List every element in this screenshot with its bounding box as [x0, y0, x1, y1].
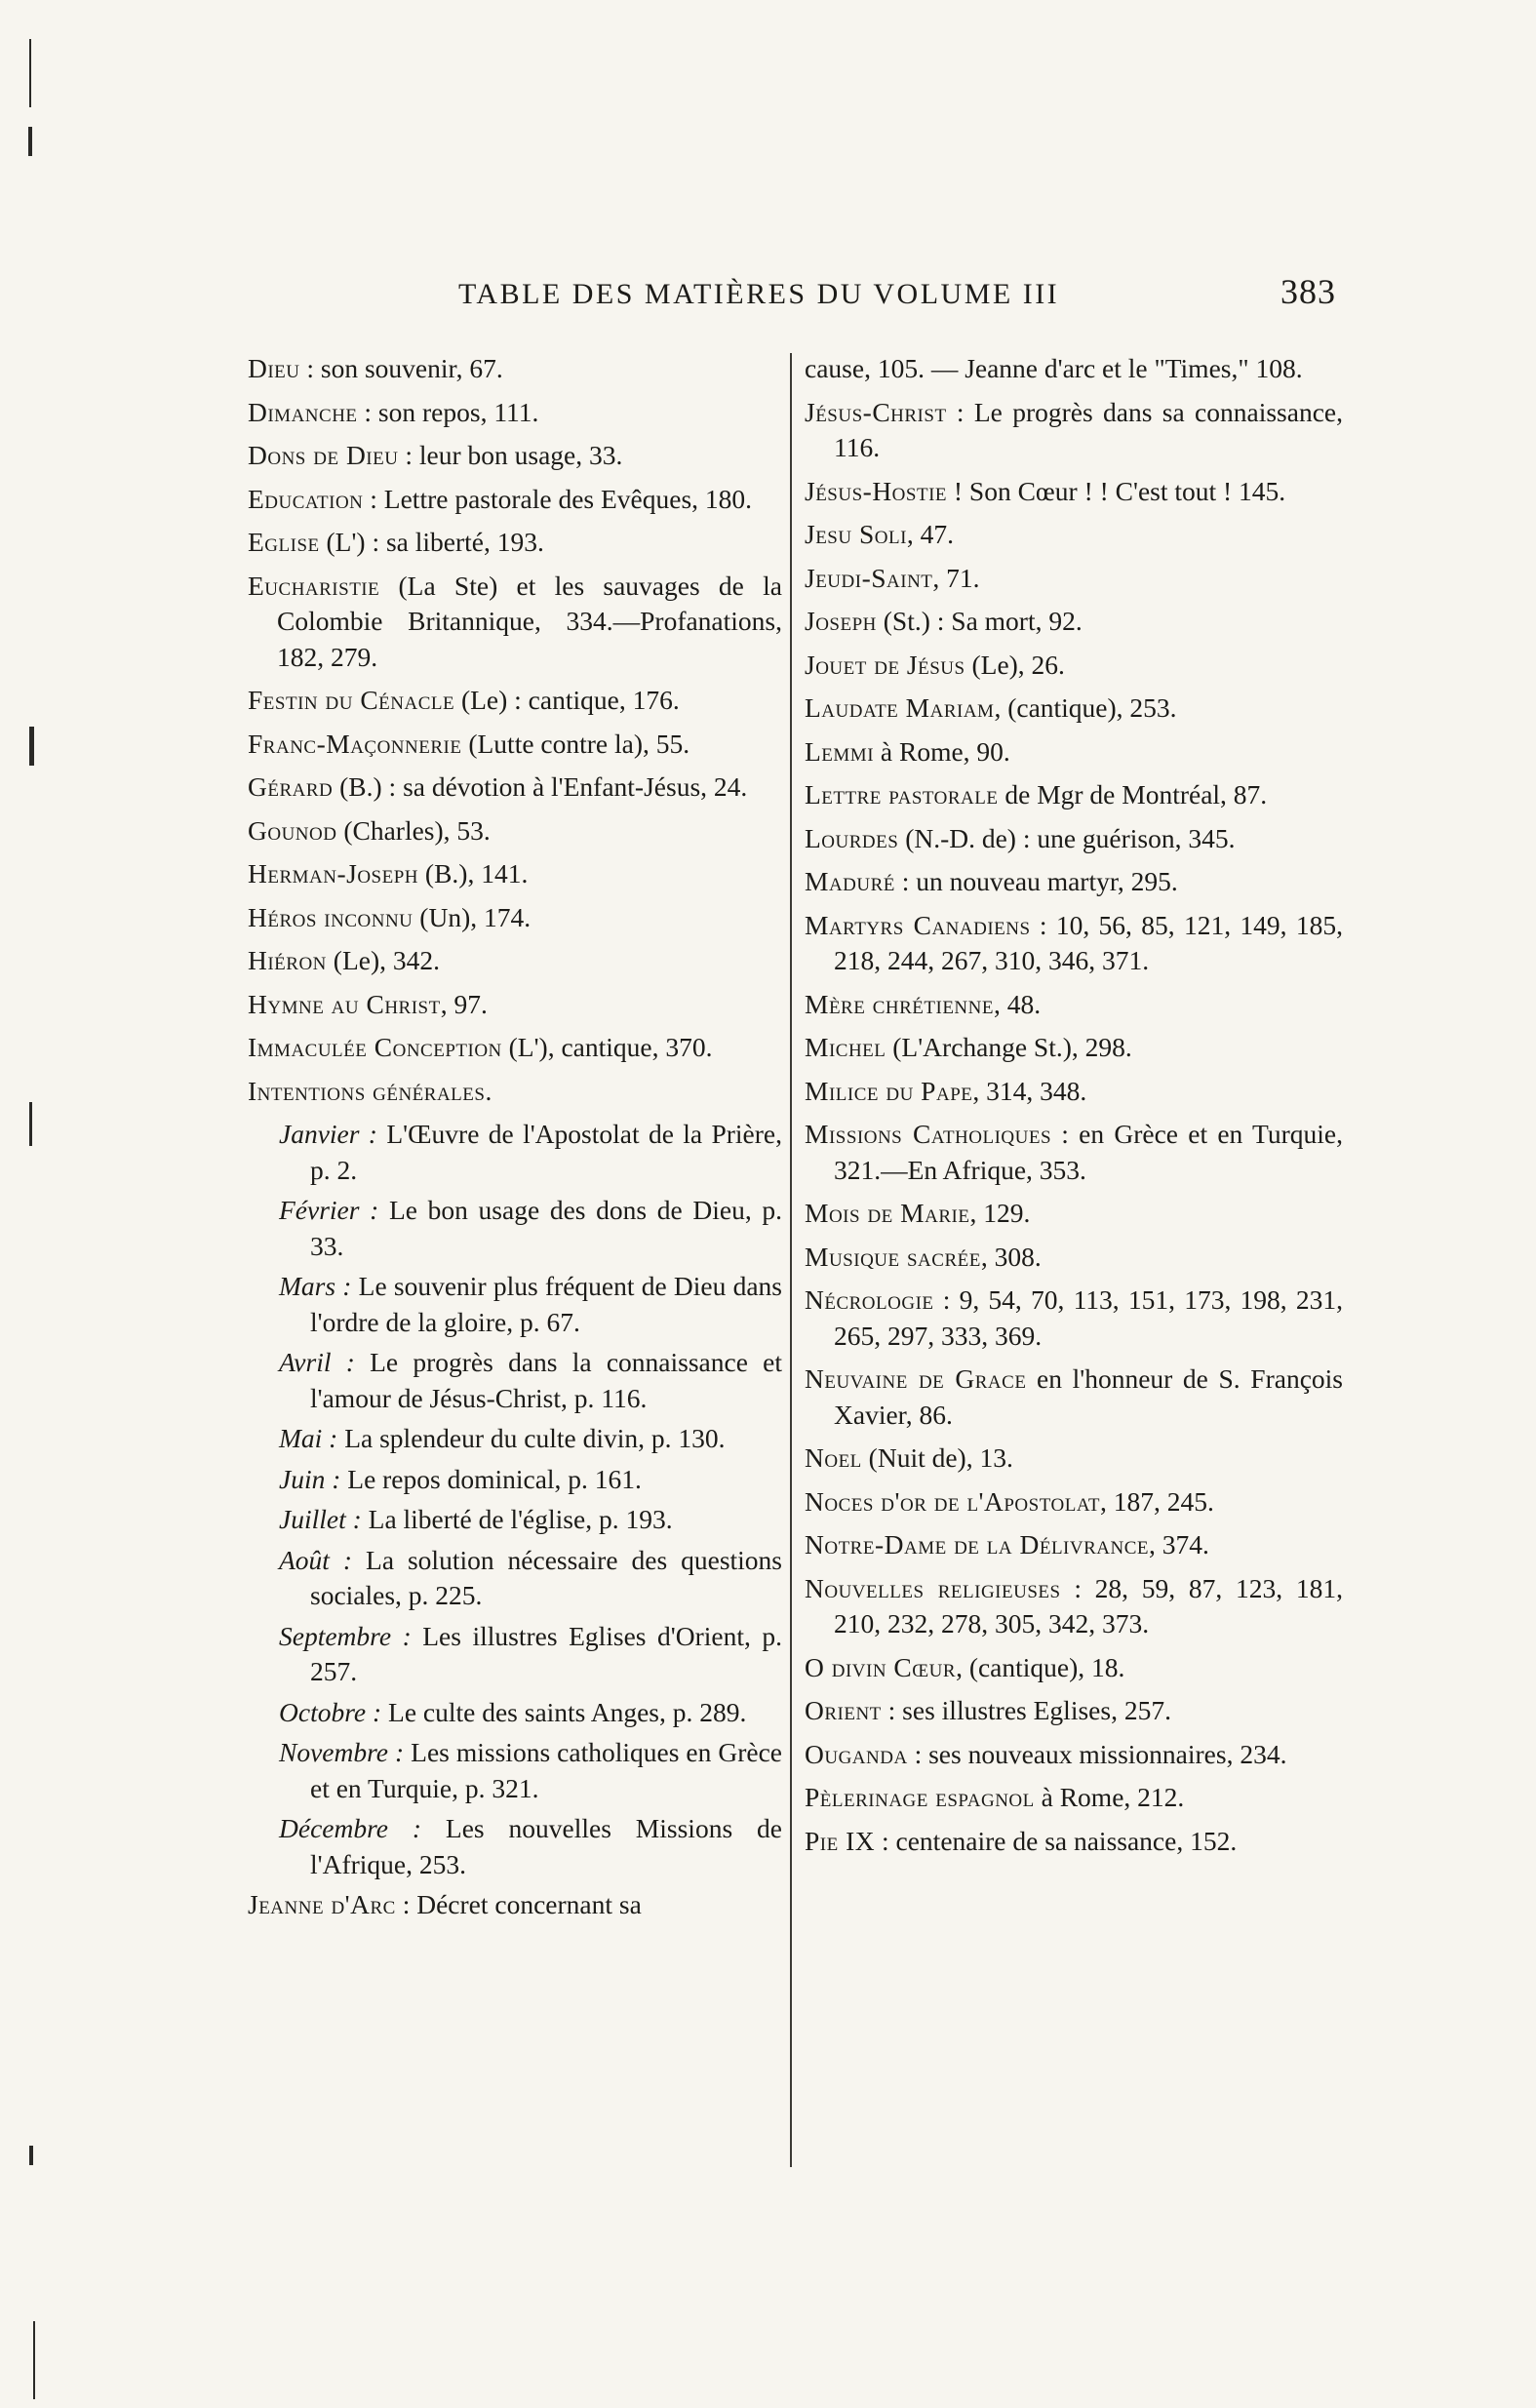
- entry-text: : en Grèce et en Turquie, 321.—En Afrique, 353.: [834, 1119, 1343, 1185]
- entry-text: : centenaire de sa naissance, 152.: [875, 1825, 1238, 1856]
- entry-text: , 97.: [440, 988, 488, 1019]
- entry-text: , 71.: [932, 562, 980, 593]
- index-entry: [805, 777, 1343, 813]
- index-entry: [805, 1571, 1343, 1642]
- index-entry: [805, 1780, 1343, 1816]
- entry-heading: Mère chrétienne: [805, 988, 994, 1019]
- index-entry: [248, 1695, 782, 1731]
- intention-month: Janvier :: [279, 1119, 377, 1149]
- intention-month: Octobre :: [279, 1696, 382, 1727]
- intention-text: La liberté de l'église, p. 193.: [361, 1504, 673, 1534]
- index-entry: [805, 821, 1343, 857]
- index-entry: [805, 1484, 1343, 1520]
- index-entry: [248, 438, 782, 474]
- scan-edge-mark: [29, 39, 31, 107]
- index-entry: [248, 900, 782, 936]
- entry-text: : 9, 54, 70, 113, 151, 173, 198, 231, 265, 297, 333, 369.: [834, 1284, 1343, 1351]
- entry-heading: Joseph: [805, 606, 877, 636]
- intention-text: Les nouvelles Missions de l'Afrique, 253.: [310, 1813, 782, 1879]
- entry-text: (Le), 26.: [965, 649, 1065, 680]
- entry-heading: Herman-Joseph: [248, 858, 419, 888]
- index-entry: [805, 1824, 1343, 1860]
- index-entry: [805, 604, 1343, 640]
- entry-text: (B.), 141.: [418, 858, 529, 888]
- entry-text: (L'), cantique, 370.: [501, 1032, 713, 1062]
- entry-heading: Neuvaine de Grace: [805, 1363, 1027, 1394]
- index-entry: [805, 1074, 1343, 1110]
- entry-text: (Lutte contre la), 55.: [461, 728, 690, 759]
- index-entry: [248, 943, 782, 979]
- entry-heading: Milice du Pape: [805, 1075, 973, 1106]
- entry-heading: Dons de Dieu: [248, 440, 399, 470]
- entry-heading: Lemmi: [805, 735, 875, 767]
- entry-text: , 187, 245.: [1100, 1485, 1214, 1517]
- intention-text: La splendeur du culte divin, p. 130.: [337, 1423, 726, 1453]
- index-entry: [805, 648, 1343, 684]
- entry-text: : ses nouveaux missionnaires, 234.: [907, 1738, 1287, 1769]
- index-entry: [805, 561, 1343, 597]
- intention-text: Le souvenir plus fréquent de Dieu dans l'ordre de la gloire, p. 67.: [310, 1271, 782, 1337]
- entry-heading: Gounod: [248, 814, 337, 846]
- index-entry: [248, 1030, 782, 1066]
- entry-text: , (cantique), 18.: [956, 1651, 1125, 1682]
- entry-heading: Immaculée Conception: [248, 1032, 502, 1062]
- entry-heading: Héros inconnu: [248, 901, 414, 932]
- entry-text: (Le) : cantique, 176.: [454, 685, 680, 715]
- entry-text: : son repos, 111.: [357, 396, 539, 427]
- index-entry: [248, 1887, 782, 1923]
- entry-heading: Franc-Maçonnerie: [248, 728, 462, 759]
- index-entry: [248, 1269, 782, 1340]
- entry-heading: Jésus-Christ: [805, 396, 947, 427]
- index-entry: [248, 1543, 782, 1614]
- scan-edge-mark: [29, 2146, 33, 2165]
- entry-text: (La Ste) et les sauvages de la Colombie Britannique, 334.—Profanations, 182, 279.: [277, 570, 782, 672]
- entry-heading: Nécrologie: [805, 1284, 934, 1315]
- index-column-left: [248, 351, 782, 1931]
- entry-heading: Lettre pastorale: [805, 779, 999, 809]
- index-entry: [805, 1196, 1343, 1232]
- entry-text: (St.) : Sa mort, 92.: [876, 606, 1083, 636]
- index-entry: [248, 1074, 782, 1110]
- index-entry: [805, 987, 1343, 1023]
- index-entry: [248, 1193, 782, 1264]
- entry-heading: Martyrs Canadiens: [805, 909, 1031, 940]
- index-entry: [805, 1650, 1343, 1686]
- entry-text: : un nouveau martyr, 295.: [894, 866, 1178, 896]
- index-entry: [805, 1362, 1343, 1433]
- entry-heading: Maduré: [805, 866, 895, 896]
- entry-heading: Festin du Cénacle: [248, 685, 455, 715]
- entry-text: (Charles), 53.: [336, 814, 491, 846]
- entry-text: (Le), 342.: [326, 945, 440, 975]
- index-entry: [805, 474, 1343, 510]
- intention-text: Les missions catholiques en Grèce et en Turquie, p. 321.: [310, 1737, 782, 1803]
- index-entry: [805, 864, 1343, 900]
- entry-heading: Laudate Mariam: [805, 692, 995, 723]
- entry-text: : 28, 59, 87, 123, 181, 210, 232, 278, 305, 342, 373.: [834, 1572, 1343, 1638]
- index-entry: [805, 1240, 1343, 1276]
- entry-heading: Hiéron: [248, 945, 327, 975]
- entry-heading: Jouet de Jésus: [805, 649, 965, 680]
- entry-text: à Rome, 212.: [1034, 1782, 1185, 1812]
- intention-month: Novembre :: [279, 1737, 405, 1767]
- intention-text: Le progrès dans la connaissance et l'amour de Jésus-Christ, p. 116.: [310, 1347, 782, 1413]
- entry-heading: Mois de Marie: [805, 1198, 970, 1228]
- entry-text: : leur bon usage, 33.: [398, 440, 623, 470]
- column-divider: [790, 353, 792, 2167]
- index-entry: [805, 691, 1343, 727]
- index-entry: [248, 683, 782, 719]
- entry-heading: Ouganda: [805, 1738, 908, 1769]
- scan-edge-mark: [28, 127, 32, 156]
- entry-heading: Orient: [805, 1695, 882, 1725]
- index-entry: [248, 856, 782, 892]
- entry-heading: Musique sacrée: [805, 1241, 981, 1272]
- scan-edge-mark: [29, 727, 34, 766]
- intention-text: L'Œuvre de l'Apostolat de la Prière, p. 2.: [310, 1119, 782, 1185]
- entry-heading: Gérard: [248, 771, 334, 802]
- intention-text: Le culte des saints Anges, p. 289.: [381, 1696, 747, 1727]
- entry-heading: Notre-Dame de la Délivrance: [805, 1529, 1149, 1559]
- index-entry: [248, 727, 782, 763]
- index-entry: [248, 1421, 782, 1457]
- intention-month: Avril :: [279, 1347, 355, 1377]
- intention-month: Juin :: [279, 1463, 341, 1494]
- intention-month: Décembre :: [279, 1813, 422, 1843]
- entry-heading: Michel: [805, 1032, 886, 1062]
- entry-text: , 308.: [980, 1241, 1042, 1272]
- index-entry: [805, 1441, 1343, 1477]
- index-entry: [248, 770, 782, 806]
- index-entry: [248, 482, 782, 518]
- intention-month: Mars :: [279, 1271, 352, 1301]
- entry-heading: Noces d'or de l'Apostolat: [805, 1485, 1101, 1517]
- entry-heading: Jésus-Hostie: [805, 475, 948, 506]
- index-entry: [248, 987, 782, 1023]
- index-entry: [805, 908, 1343, 979]
- entry-heading: Dimanche: [248, 396, 358, 427]
- running-title: TABLE DES MATIÈRES DU VOLUME III: [458, 278, 1060, 310]
- entry-heading: Intentions générales: [248, 1075, 486, 1106]
- entry-text: , (cantique), 253.: [994, 692, 1177, 723]
- entry-heading: Jeanne d'Arc: [248, 1889, 396, 1919]
- entry-text: : Le progrès dans sa connaissance, 116.: [834, 396, 1343, 462]
- index-entry: [805, 1737, 1343, 1773]
- intention-month: Février :: [279, 1195, 379, 1225]
- entry-heading: Jesu Soli: [805, 519, 907, 549]
- entry-text: : Décret concernant sa: [395, 1889, 642, 1919]
- entry-text: , 374.: [1149, 1529, 1209, 1559]
- entry-heading: Pèlerinage espagnol: [805, 1782, 1035, 1812]
- index-entry: [248, 1117, 782, 1188]
- intention-text: Le repos dominical, p. 161.: [340, 1463, 642, 1494]
- scan-edge-mark: [29, 1102, 32, 1146]
- page-header: [458, 271, 1336, 312]
- index-entry: [805, 1030, 1343, 1066]
- index-entry: [805, 1283, 1343, 1354]
- index-entry: [248, 1462, 782, 1498]
- entry-heading: Nouvelles religieuses: [805, 1572, 1061, 1603]
- entry-text: en l'honneur de S. François Xavier, 86.: [834, 1363, 1343, 1430]
- entry-text: : Lettre pastorale des Evêques, 180.: [363, 483, 753, 514]
- index-entry: [805, 734, 1343, 770]
- entry-text: (Un), 174.: [413, 901, 532, 932]
- index-entry: [805, 1693, 1343, 1729]
- index-entry: [805, 1527, 1343, 1563]
- intention-month: Mai :: [279, 1423, 338, 1453]
- index-entry: [805, 395, 1343, 466]
- entry-heading: Jeudi-Saint: [805, 562, 933, 593]
- intention-month: Septembre :: [279, 1620, 412, 1651]
- entry-text: , 48.: [993, 988, 1042, 1019]
- entry-text: : son souvenir, 67.: [299, 353, 503, 383]
- entry-heading: Dieu: [248, 353, 300, 383]
- entry-text: , 314, 348.: [972, 1075, 1087, 1106]
- page-number: 383: [1280, 272, 1336, 311]
- index-entry: [248, 1735, 782, 1806]
- intention-month: Août :: [279, 1544, 353, 1575]
- entry-text: (L') : sa liberté, 193.: [319, 527, 544, 557]
- entry-text: (Nuit de), 13.: [861, 1442, 1013, 1473]
- index-entry: [805, 351, 1343, 387]
- entry-text: cause, 105. — Jeanne d'arc et le "Times," 108.: [805, 353, 1303, 383]
- index-column-right: [805, 351, 1343, 1867]
- index-entry: [248, 1345, 782, 1416]
- entry-text: : 10, 56, 85, 121, 149, 185, 218, 244, 267, 310, 346, 371.: [834, 909, 1343, 975]
- entry-text: ! Son Cœur ! ! C'est tout ! 145.: [947, 475, 1286, 506]
- entry-heading: Missions Catholiques: [805, 1119, 1052, 1149]
- entry-heading: Eucharistie: [248, 570, 380, 601]
- index-entry: [805, 1117, 1343, 1188]
- entry-heading: Hymne au Christ: [248, 988, 441, 1019]
- entry-text: : ses illustres Eglises, 257.: [881, 1695, 1171, 1725]
- index-entry: [248, 351, 782, 387]
- entry-text: , 47.: [906, 519, 955, 549]
- entry-heading: Lourdes: [805, 822, 899, 853]
- intention-text: Le bon usage des dons de Dieu, p. 33.: [310, 1195, 783, 1261]
- entry-heading: O divin Cœur: [805, 1651, 957, 1682]
- index-entry: [248, 395, 782, 431]
- index-entry: [248, 525, 782, 561]
- scan-edge-mark: [33, 2321, 35, 2399]
- index-entry: [248, 569, 782, 676]
- entry-text: à Rome, 90.: [874, 735, 1010, 767]
- index-entry: [805, 517, 1343, 553]
- intention-text: La solution nécessaire des questions sociales, p. 225.: [310, 1544, 782, 1610]
- index-entry: [248, 1619, 782, 1690]
- entry-text: , 129.: [969, 1198, 1031, 1228]
- entry-heading: Eglise: [248, 527, 320, 557]
- index-entry: [248, 1811, 782, 1882]
- intention-month: Juillet :: [279, 1504, 362, 1534]
- index-entry: [248, 813, 782, 849]
- entry-heading: Pie IX: [805, 1825, 876, 1856]
- entry-text: de Mgr de Montréal, 87.: [998, 779, 1268, 809]
- entry-text: .: [485, 1075, 492, 1106]
- entry-text: (B.) : sa dévotion à l'Enfant-Jésus, 24.: [333, 771, 748, 802]
- entry-heading: Education: [248, 483, 364, 514]
- intention-text: Les illustres Eglises d'Orient, p. 257.: [310, 1620, 782, 1686]
- entry-heading: Noel: [805, 1442, 862, 1473]
- entry-text: (N.-D. de) : une guérison, 345.: [898, 822, 1236, 853]
- index-entry: [248, 1502, 782, 1538]
- entry-text: (L'Archange St.), 298.: [886, 1032, 1132, 1062]
